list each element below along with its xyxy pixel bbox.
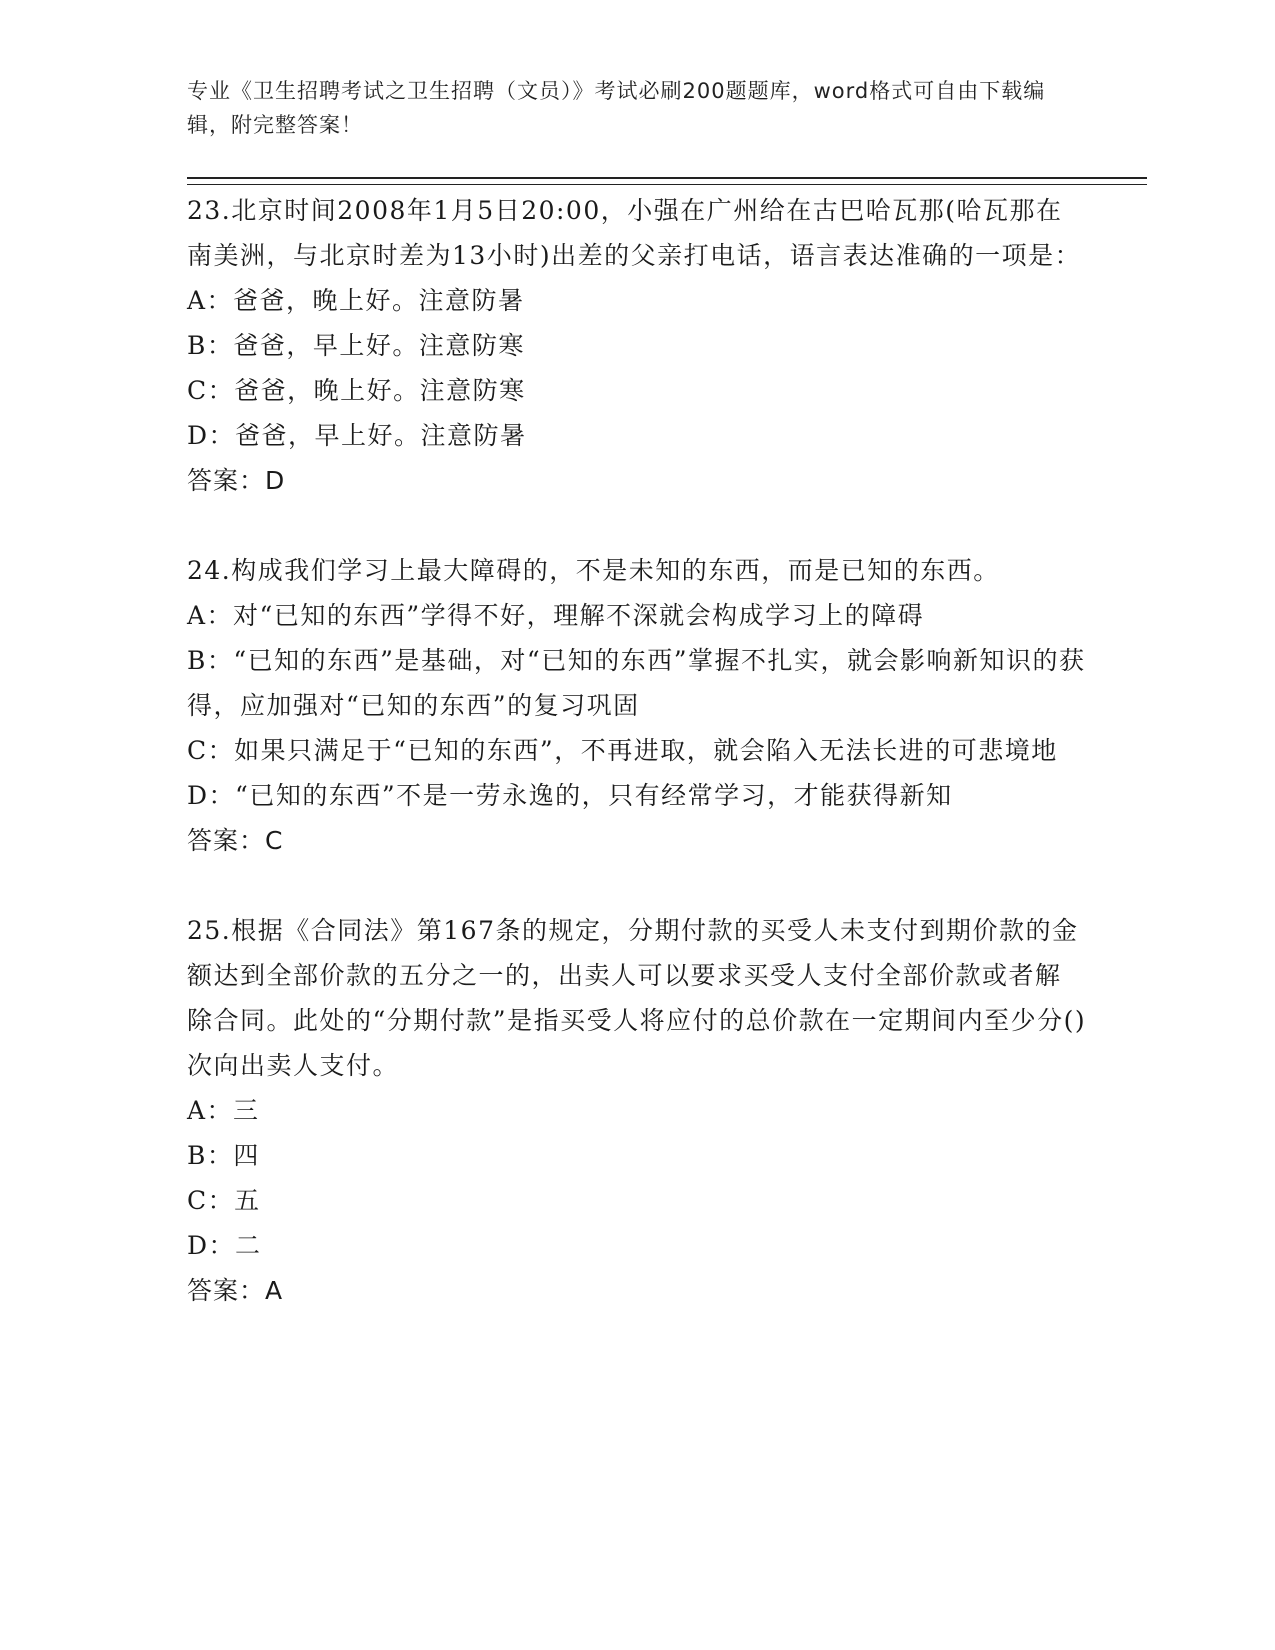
question-spacer	[187, 863, 1087, 908]
answer: 答案：A	[187, 1276, 284, 1305]
option-c: C：爸爸，晚上好。注意防寒	[187, 376, 526, 405]
option-d: D：“已知的东西”不是一劳永逸的，只有经常学习，才能获得新知	[187, 781, 953, 810]
option-c: C：五	[187, 1186, 261, 1215]
option-b: B：四	[187, 1141, 260, 1170]
question-25	[187, 908, 1087, 1313]
option-b: B：“已知的东西”是基础，对“已知的东西”掌握不扎实，就会影响新知识的获得，应加强对“已知的东西”的复习巩固	[187, 646, 1086, 720]
option-a: A：三	[187, 1096, 260, 1125]
question-text: 25.根据《合同法》第167条的规定，分期付款的买受人未支付到期价款的金额达到全部价款的五分之一的，出卖人可以要求买受人支付全部价款或者解除合同。此处的“分期付款”是指买受人将应付的总价款在一定期间内至少分()次向出卖人支付。	[187, 916, 1087, 1080]
question-text: 23.北京时间2008年1月5日20:00，小强在广州给在古巴哈瓦那(哈瓦那在南美洲，与北京时差为13小时)出差的父亲打电话，语言表达准确的一项是：	[187, 196, 1082, 270]
answer: 答案：C	[187, 826, 284, 855]
option-b: B：爸爸，早上好。注意防寒	[187, 331, 525, 360]
option-a: A：爸爸，晚上好。注意防暑	[187, 286, 525, 315]
header-divider-thick	[187, 177, 1147, 179]
answer: 答案：D	[187, 466, 286, 495]
document-header: 专业《卫生招聘考试之卫生招聘（文员）》考试必刷200题题库，word格式可自由下载编辑，附完整答案！	[187, 79, 1046, 137]
question-list	[187, 188, 1087, 1313]
question-23	[187, 188, 1087, 503]
option-a: A：对“已知的东西”学得不好，理解不深就会构成学习上的障碍	[187, 601, 925, 630]
question-spacer	[187, 503, 1087, 548]
header-divider-thin	[187, 184, 1147, 185]
option-d: D：爸爸，早上好。注意防暑	[187, 421, 527, 450]
question-text: 24.构成我们学习上最大障碍的，不是未知的东西，而是已知的东西。	[187, 556, 1000, 585]
question-24	[187, 548, 1087, 863]
option-d: D：二	[187, 1231, 262, 1260]
option-c: C：如果只满足于“已知的东西”，不再进取，就会陷入无法长进的可悲境地	[187, 736, 1058, 765]
